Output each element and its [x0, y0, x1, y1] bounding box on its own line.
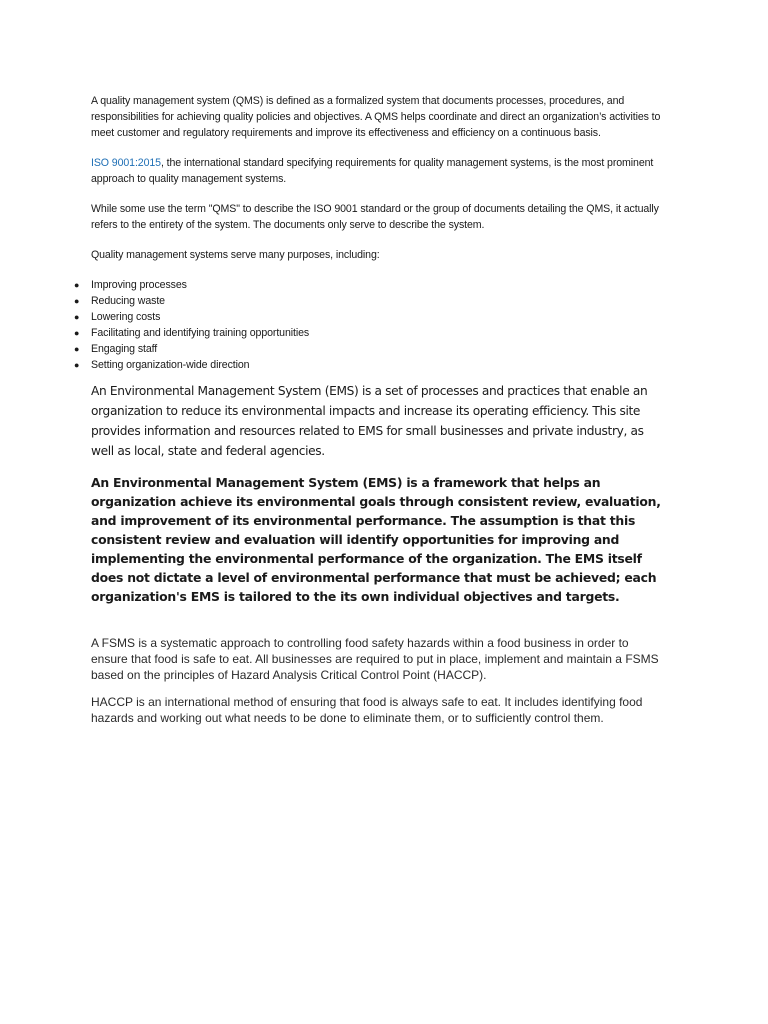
haccp-paragraph: HACCP is an international method of ensuring that food is always safe to eat. It includes identifying food hazards and working out what needs to be done to eliminate them, or to sufficiently control them. — [91, 695, 643, 725]
qms-purposes-list — [74, 277, 661, 373]
bullet-icon: ● — [74, 344, 80, 354]
bullet-icon: ● — [74, 280, 80, 290]
ems-paragraph-2: An Environmental Management System (EMS) is a framework that helps an organization achieve its environmental goals through consistent review, evaluation, and improvement of its environmental performance. The assumption is that this consistent review and evaluation will identify opportunities for improving and implementing the environmental performance of the organization. The EMS itself does not dictate a level of environmental performance that must be achieved; each organization's EMS is tailored to the its own individual objectives and targets. — [91, 475, 661, 604]
qms-intro-paragraph: A quality management system (QMS) is defined as a formalized system that documents processes, procedures, and responsibilities for achieving quality policies and objectives. A QMS helps coordinate and direct an organization’s activities to meet customer and regulatory requirements and improve its effectiveness and efficiency on a continuous basis. — [91, 95, 661, 139]
list-item: ● Lowering costs — [74, 311, 161, 323]
ems-paragraph-1: An Environmental Management System (EMS) is a set of processes and practices that enable an organization to reduce its environmental impacts and increase its operating efficiency. This site provides information and resources related to EMS for small businesses and private industry, as well as local, state and federal agencies. — [91, 384, 648, 458]
iso-paragraph — [91, 155, 661, 187]
list-item: ● Reducing waste — [74, 295, 165, 307]
qms-purposes-intro: Quality management systems serve many purposes, including: — [91, 249, 380, 261]
bullet-icon: ● — [74, 296, 80, 306]
iso-9001-link[interactable]: ISO 9001:2015 — [91, 157, 161, 169]
list-item: ● Engaging staff — [74, 343, 158, 355]
document-page — [74, 93, 661, 726]
qms-term-paragraph: While some use the term "QMS" to describe the ISO 9001 standard or the group of documents detailing the QMS, it actually refers to the entirety of the system. The documents only serve to describe the system. — [91, 203, 659, 231]
bullet-icon: ● — [74, 360, 80, 370]
fsms-paragraph-1: A FSMS is a systematic approach to controlling food safety hazards within a food business in order to ensure that food is safe to eat. All businesses are required to put in place, implement and maintain a FSMS based on the principles of Hazard Analysis Critical Control Point (HACCP). — [91, 636, 659, 682]
list-item: ● Facilitating and identifying training opportunities — [74, 327, 310, 339]
iso-paragraph-text: , the international standard specifying requirements for quality management systems, is the most prominent approach to quality management systems. — [91, 157, 654, 185]
bullet-icon: ● — [74, 312, 80, 322]
bullet-icon: ● — [74, 328, 80, 338]
list-item: ● Improving processes — [74, 279, 187, 291]
list-item: ● Setting organization-wide direction — [74, 359, 250, 371]
